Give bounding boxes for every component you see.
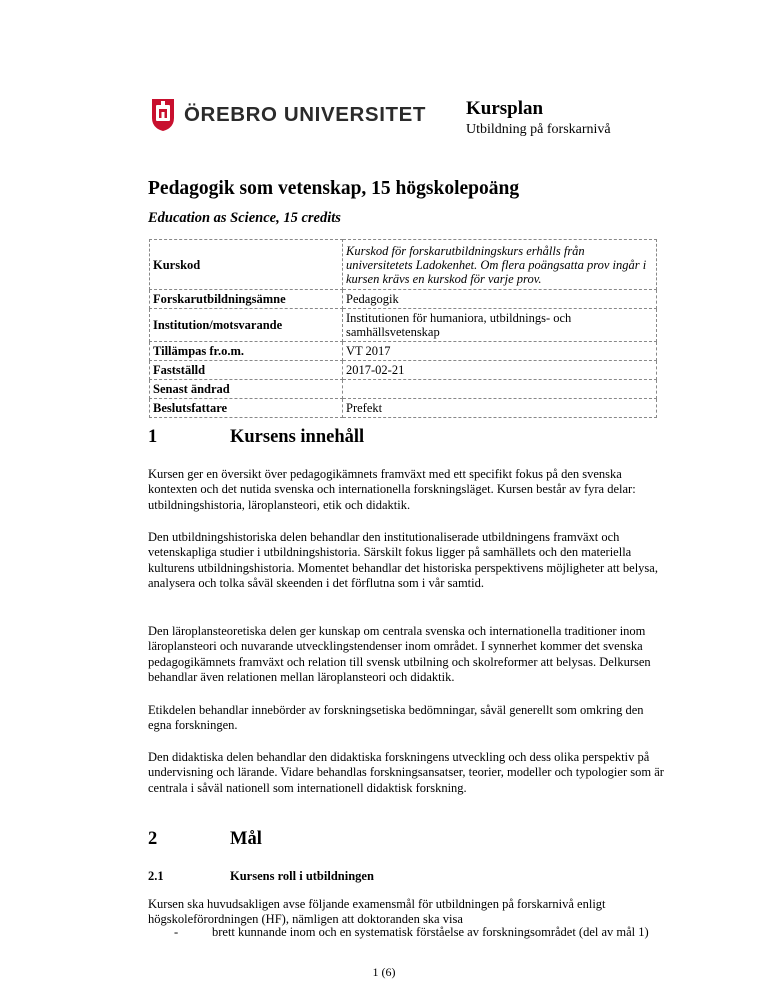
paragraph: Den läroplansteoretiska delen ger kunskap om centrala svenska och internationella traditioner inom läroplansteori och nuvarande utvecklingstendenser inom området. I synnerhet kommer det svenska pedagogikämnets framväxt och relation till svensk utbilning och skolreformer att belysas. Delkursen behandlar även relationen mellan läroplansteori och didaktik. bbox=[148, 624, 651, 685]
subsection-title: Kursens roll i utbildningen bbox=[230, 869, 374, 883]
section-number: 1 bbox=[148, 427, 158, 447]
paragraph: Kursen ska huvudsakligen avse följande examensmål för utbildningen på forskarnivå enligt högskoleförordningen (HF), nämligen att doktoranden ska visa bbox=[148, 897, 606, 927]
meta-label: Senast ändrad bbox=[150, 380, 343, 399]
table-row bbox=[150, 309, 657, 342]
meta-label: Kurskod bbox=[150, 240, 343, 290]
table-row bbox=[150, 342, 657, 361]
list-item-text: brett kunnande inom och en systematisk förståelse av forskningsområdet (del av mål 1) bbox=[212, 925, 649, 939]
table-row bbox=[150, 240, 657, 290]
meta-value: VT 2017 bbox=[343, 342, 657, 361]
university-shield-icon bbox=[150, 98, 176, 132]
course-title-english: Education as Science, 15 credits bbox=[148, 210, 341, 226]
table-row bbox=[150, 361, 657, 380]
course-meta-table bbox=[149, 239, 657, 418]
list-item bbox=[174, 925, 649, 940]
table-row bbox=[150, 380, 657, 399]
meta-label: Institution/motsvarande bbox=[150, 309, 343, 342]
paragraph: Etikdelen behandlar innebörder av forskningsetiska bedömningar, såväl generellt som omkring den egna forskningen. bbox=[148, 703, 644, 733]
meta-value: Institutionen för humaniora, utbildnings- och samhällsvetenskap bbox=[343, 309, 657, 342]
page-number: 1 (6) bbox=[372, 965, 396, 979]
meta-value: Pedagogik bbox=[343, 290, 657, 309]
document-subtype: Utbildning på forskarnivå bbox=[466, 122, 611, 137]
section-number: 2 bbox=[148, 829, 158, 849]
meta-label: Tillämpas fr.o.m. bbox=[150, 342, 343, 361]
meta-value: Kurskod för forskarutbildningskurs erhålls från universitetets Ladokenhet. Om flera poängsatta prov ingår i kursen krävs en kurskod för varje prov. bbox=[343, 240, 657, 290]
course-title: Pedagogik som vetenskap, 15 högskolepoäng bbox=[148, 178, 520, 199]
section-title: Mål bbox=[230, 829, 262, 849]
paragraph: Den utbildningshistoriska delen behandlar den institutionaliserade utbildningens framväxt och vetenskapliga studier i utbildningshistoria. Särskilt fokus ligger på samhällets och den materiella kulturens utbildningshistoria. Momentet behandlar det historiska perspektivens möjligheter att belysa, analysera och tolka såväl skeenden i det förflutna som i vår samtid. bbox=[148, 530, 658, 591]
section-1-heading bbox=[148, 427, 364, 448]
section-2-heading bbox=[148, 829, 262, 850]
section-title: Kursens innehåll bbox=[230, 427, 365, 447]
logo-text: ÖREBRO UNIVERSITET bbox=[184, 103, 427, 126]
table-row bbox=[150, 290, 657, 309]
meta-value bbox=[343, 380, 657, 399]
paragraph: Den didaktiska delen behandlar den didaktiska forskningens utveckling och dess olika perspektiv på undervisning och lärande. Vidare behandlas forskningsansatser, teorier, modeller och typologier som är centrala i såväl nationell som internationell didaktisk forskning. bbox=[148, 750, 664, 795]
meta-label: Fastställd bbox=[150, 361, 343, 380]
bullet-marker: - bbox=[174, 925, 179, 939]
university-logo bbox=[150, 98, 426, 132]
paragraph: Kursen ger en översikt över pedagogikämnets framväxt med ett specifikt fokus på den svenska kontexten och det nutida svenska och internationella forskningsläget. Kursen består av fyra delar: utbildningshistoria, läroplansteori, etik och didaktik. bbox=[148, 467, 636, 512]
meta-label: Beslutsfattare bbox=[150, 399, 343, 418]
subsection-number: 2.1 bbox=[148, 869, 164, 883]
table-row bbox=[150, 399, 657, 418]
meta-value: 2017-02-21 bbox=[343, 361, 657, 380]
document-type: Kursplan bbox=[466, 98, 544, 119]
meta-label: Forskarutbildningsämne bbox=[150, 290, 343, 309]
meta-value: Prefekt bbox=[343, 399, 657, 418]
subsection-heading bbox=[148, 869, 374, 884]
